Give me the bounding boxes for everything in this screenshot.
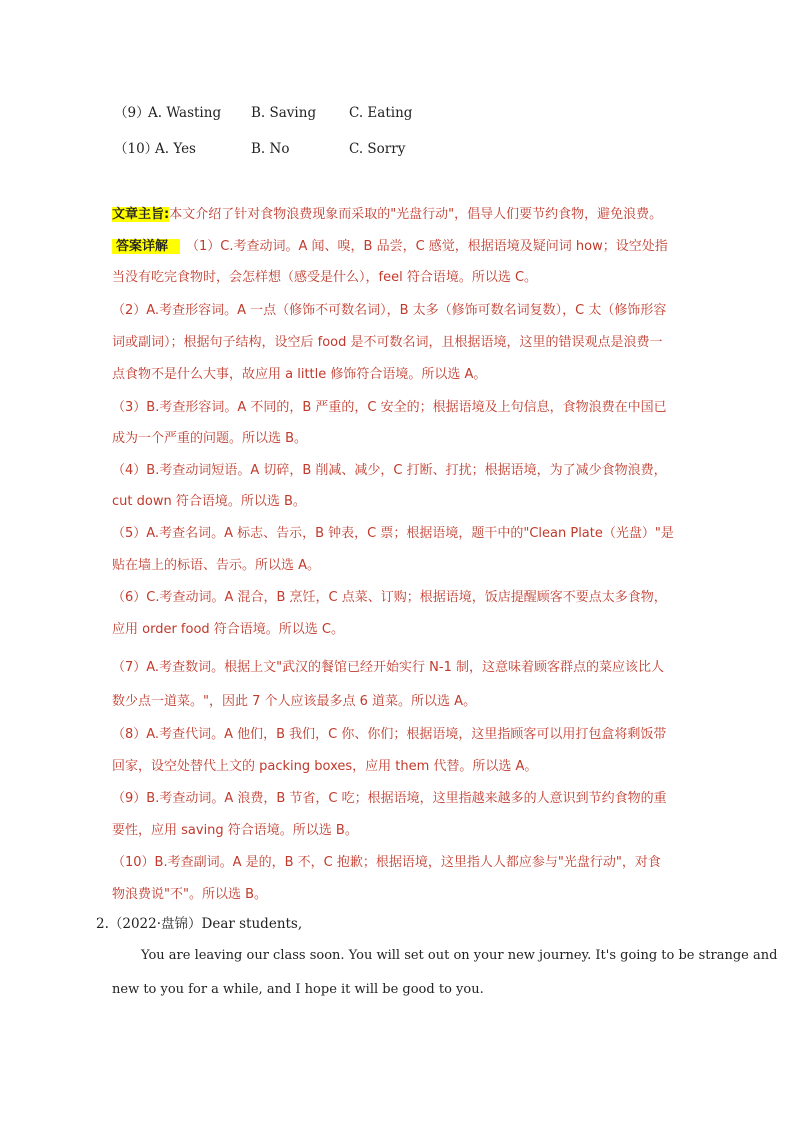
explanation-line: （5）A.考查名词。A 标志、告示，B 钟表，C 票；根据语境，题干中的"Clean Plate（光盘）"是 xyxy=(112,526,674,541)
option-b: B. No xyxy=(251,141,290,157)
answer-tag: 答案详解 xyxy=(112,239,180,254)
explanation-line: （10）B.考查副词。A 是的，B 不，C 抱歉；根据语境，这里指人人都应参与"光盘行动"，对食 xyxy=(112,855,661,870)
option-c: C. Sorry xyxy=(349,141,406,157)
explanation-line: （6）C.考查动词。A 混合，B 烹饪，C 点菜、订购；根据语境，饭店提醒顾客不要点太多食物， xyxy=(112,590,667,605)
explanation-line: 要性，应用 saving 符合语境。所以选 B。 xyxy=(112,823,358,838)
letter-paragraph-line: You are leaving our class soon. You will set out on your new journey. It's going to be strange and xyxy=(141,948,778,963)
explanation-line: （1）C.考查动词。A 闻、嗅，B 品尝，C 感觉，根据语境及疑问词 how；设空处指 xyxy=(186,239,668,254)
answer-first-line xyxy=(112,237,668,257)
explanation-line: 回家，设空处替代上文的 packing boxes，应用 them 代替。所以选 A。 xyxy=(112,759,538,774)
explanation-line: 应用 order food 符合语境。所以选 C。 xyxy=(112,622,345,637)
explanation-line: 数少点一道菜。"，因此 7 个人应该最多点 6 道菜。所以选 A。 xyxy=(112,694,477,709)
explanation-line: （7）A.考查数词。根据上文"武汉的餐馆已经开始实行 N-1 制，这意味着顾客群点的菜应该比人 xyxy=(112,660,664,675)
option-b: B. Saving xyxy=(251,105,317,121)
explanation-line: 当没有吃完食物时，会怎样想（感受是什么），feel 符合语境。所以选 C。 xyxy=(112,270,538,285)
option-a: A. Wasting xyxy=(148,105,222,121)
explanation-line: （9）B.考查动词。A 浪费，B 节省，C 吃；根据语境，这里指越来越多的人意识到节约食物的重 xyxy=(112,791,667,806)
article-summary xyxy=(112,205,662,225)
option-c: C. Eating xyxy=(349,105,413,121)
explanation-line: 点食物不是什么大事，故应用 a little 修饰符合语境。所以选 A。 xyxy=(112,367,487,382)
question-2-header: 2.（2022·盘锦）Dear students, xyxy=(96,916,303,932)
summary-tag: 文章主旨: xyxy=(112,207,170,222)
explanation-line: 词或副词）；根据句子结构，设空后 food 是不可数名词，且根据语境，这里的错误观点是浪费一 xyxy=(112,335,663,350)
explanation-line: cut down 符合语境。所以选 B。 xyxy=(112,494,306,509)
explanation-line: （8）A.考查代词。A 他们，B 我们，C 你、你们；根据语境，这里指顾客可以用打包盒将剩饭带 xyxy=(112,727,667,742)
summary-text: 本文介绍了针对食物浪费现象而采取的"光盘行动"，倡导人们要节约食物，避免浪费。 xyxy=(169,207,663,222)
explanation-line: 成为一个严重的问题。所以选 B。 xyxy=(112,431,308,446)
explanation-line: 物浪费说"不"。所以选 B。 xyxy=(112,887,268,902)
question-number: （9） xyxy=(114,105,150,121)
explanation-line: 贴在墙上的标语、告示。所以选 A。 xyxy=(112,558,321,573)
explanation-line: （3）B.考查形容词。A 不同的，B 严重的，C 安全的；根据语境及上句信息，食物浪费在中国已 xyxy=(112,400,667,415)
explanation-line: （2）A.考查形容词。A 一点（修饰不可数名词），B 太多（修饰可数名词复数），C 太（修饰形容 xyxy=(112,303,667,318)
question-number: （10） xyxy=(114,141,159,157)
option-a: A. Yes xyxy=(155,141,196,157)
explanation-line: （4）B.考查动词短语。A 切碎，B 削减、减少，C 打断、打扰；根据语境，为了减少食物浪费， xyxy=(112,463,667,478)
letter-paragraph-line: new to you for a while, and I hope it will be good to you. xyxy=(112,982,484,997)
